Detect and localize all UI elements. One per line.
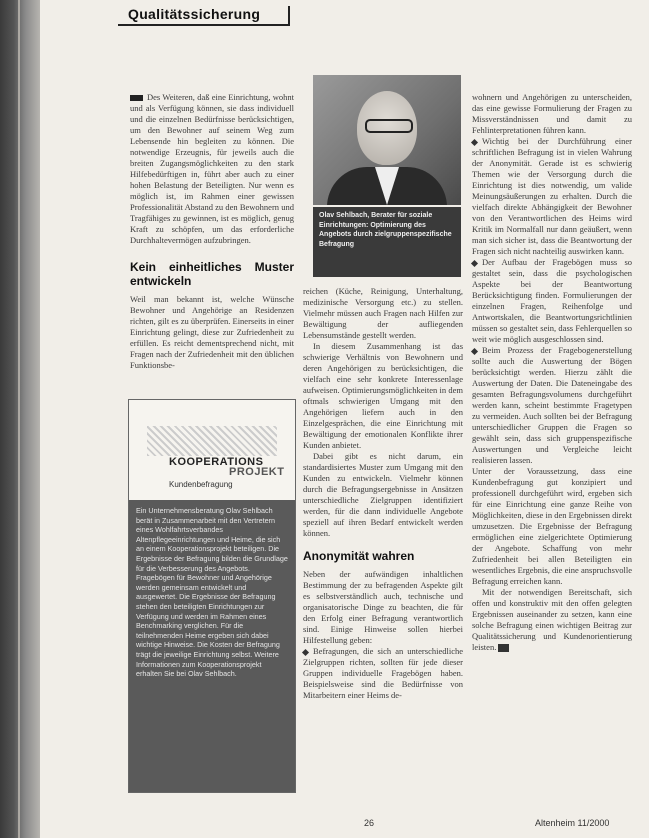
col3-paragraph-3: Mit der notwendigen Bereitschaft, sich offen und konstruktiv mit den offen gelegten Ergebnissen auseinander zu setzen, kann eine solche Befragung einen wichtigen Beitrag zur Qualitätssicherung und Kundenorientierung leisten. <box>472 587 632 652</box>
column-3 <box>472 92 632 653</box>
col2-bullet-1: Befragungen, die sich an unterschiedliche Zielgruppen richten, sollten für jede dieser Gruppen individuelle Fragebögen haben. Beispielsweise sind die Bedürfnisse von Mitarbeitern einer Heims de- <box>303 646 463 700</box>
journal-issue: Altenheim 11/2000 <box>535 818 610 828</box>
logo-line-2: PROJEKT <box>229 466 285 478</box>
diamond-bullet-icon <box>471 139 478 146</box>
col1-paragraph-1: Des Weiteren, daß eine Einrichtung, wohnt und als Verfügung können, sie dass individuell und die einzelnen Bedürfnisse berücksichtigen, um den Bewohner auf seinem Weg zum Lebensende hin begleiten zu können. Die notwendige Erzeugnis, für jeweils auch die breiten Zugangsmöglichkeiten zu den stark Hilfebedürftigen in, führt aber auch zu einer hohen Belastung der Beteiligten. Nur wenn es möglich ist, im Rahmen einer gewissen Professionalität Abstand zu den Bewohnern und Tragfähiges zu gewinnen, ist es möglich, genug Kraft zu schöpfen, um das erforderliche Durchhaltevermögen aufzubringen. <box>130 92 294 245</box>
col2-paragraph-1: reichen (Küche, Reinigung, Unterhaltung, medizinische Versorgung etc.) zu stellen. Vielmehr müssen auch Fragen nach Hilfen zur Bewältigung der aufliegenden Lebensumstände gestellt werden. <box>303 286 463 340</box>
col2-paragraph-3: Dabei gibt es nicht darum, ein standardisiertes Muster zum Umgang mit den Kunden zu entwickeln. Vielmehr können durch die Befragungsergebnisse in Ansätzen unterschiedliche Zielgruppen identifiziert werden, für die dann individuelle Angebote speziell auf ihren Bedarf entwickelt werden können. <box>303 451 463 538</box>
project-logo <box>129 400 295 500</box>
col3-paragraph-1: wohnern und Angehörigen zu unterscheiden, das eine gewisse Formulierung der Fragen zu Missverständnissen und damit zu Fehlinterpretationen führen kann. <box>472 92 632 135</box>
info-box-text: Ein Unternehmensberatung Olav Sehlbach berät in Zusammenarbeit mit den Vertretern eines Wohlfahrtsverbandes Altenpflegeeinrichtungen und Heime, die sich an einem Kooperationsprojekt beteiligen. Die Ergebnisse der Befragung bilden die Grundlage für die Verbesserung des Angebots. Fragebögen für Bewohner und Angehörige werden gemeinsam entwickelt und ausgewertet. Die Ergebnisse der Befragung stehen den beteiligten Einrichtungen zur Verfügung und werden im Rahmen eines Benchmarking verglichen. Für die teilnehmenden Heime ergeben sich dabei wichtige Hinweise. Die Kosten der Befragung trägt die jeweilige Einrichtung selbst. Weitere Informationen zum Kooperationsprojekt erhalten Sie bei Olav Sehlbach. <box>129 500 295 792</box>
glasses-icon <box>365 119 413 133</box>
page-number: 26 <box>364 818 375 828</box>
photo-caption: Olav Sehlbach, Berater für soziale Einrichtungen: Optimierung des Angebots durch zielgruppenspezifische Befragung <box>313 207 461 277</box>
column-2 <box>303 286 463 701</box>
col2-heading: Anonymität wahren <box>303 549 415 563</box>
portrait-photo <box>313 75 461 205</box>
diamond-bullet-icon <box>471 260 478 267</box>
paragraph-marker-icon <box>130 95 143 101</box>
info-box <box>128 399 296 793</box>
logo-subtitle: Kundenbefragung <box>169 480 233 489</box>
article-end-icon <box>498 644 509 652</box>
col1-paragraph-2: Weil man bekannt ist, welche Wünsche Bewohner und Angehörige an Residenzen richten, gilt es zu überprüfen. Einerseits in einer Einrichtung gelingt, diese zur Zufriedenheit zu erfüllen. Es reicht dementsprechend nicht, mit Fragen nach der Zufriedenheit mit den üblichen Funktionsbe- <box>130 294 294 370</box>
section-title: Qualitätssicherung <box>128 6 261 22</box>
col3-bullet-2: Der Aufbau der Fragebögen muss so gestaltet sein, dass die psychologischen Aspekte bei der Beantwortung Berücksichtigung finden. Formulierungen der einzelnen Fragen, Reihenfolge und Antwortskalen, die Beantwortungsrichtlinien müssen so gestaltet sein, dass Fehlerquellen so weit wie möglich ausgeschlossen sind. <box>472 257 632 344</box>
header-rule <box>288 6 290 24</box>
section-header <box>118 6 290 26</box>
column-1 <box>130 92 294 371</box>
col2-paragraph-2: In diesem Zusammenhang ist das schwierige Verhältnis von Bewohnern und deren Angehörigen zu berücksichtigen, die vielfach eine sehr konkrete Interessenlage aufweisen. Optimierungsmöglichkeiten in dem oftmals schwierigen Umgang mit den Angehörigen liefern auch in den Einzelgesprächen, die eine Einrichtung mit Bewältigung der emotionalen Konflikte ihrer Kunden anbietet. <box>303 341 463 450</box>
col2-paragraph-4: Neben der aufwändigen inhaltlichen Bestimmung der zu befragenden Aspekte gilt es selbstverständlich auch, technische und organisatorische Dinge zu beachten, die für den Erfolg einer Befragung verantwortlich sind. Einige Hinweise sollen hierbei Hilfestellung geben: <box>303 569 463 645</box>
col1-heading: Kein einheitliches Muster entwickeln <box>130 260 294 288</box>
col3-bullet-1: Wichtig bei der Durchführung einer schriftlichen Befragung ist in vielen Wahrung der Anonymität. Gerade ist es schwierig Themen wie der Versorgung durch die Einrichtung ist dies notwendig, um valide Meinungsäußerungen zu erhalten. Durch die vielfach direkte Abhängigkeit der Bewohner von den Verantwortlichen des Heims wird Kritik im Normalfall nur dann geäußert, wenn man sich sicher ist, dass die Beantwortung der Fragen sich nicht nachteilig auswirken kann. <box>472 136 632 256</box>
diamond-bullet-icon <box>471 348 478 355</box>
logo-line-1: KOOPERATIONS <box>169 456 264 468</box>
col3-paragraph-2: Unter der Voraussetzung, dass eine Kundenbefragung gut konzipiert und professionell durchgeführt wird, ergeben sich für eine Einrichtung eine ganze Reihe von Möglichkeiten, diese in den Ergebnissen direkt umzusetzen. Die Ergebnisse der Befragung ermöglichen eine zielgerichtete Optimierung der Angebote. Schaffung von mehr Zufriedenheit bei allen Beteiligten ein wesentliches Ergebnis, die eine anspruchsvolle Befragung erreichen kann. <box>472 466 632 586</box>
logo-band <box>147 426 277 456</box>
diamond-bullet-icon <box>302 649 309 656</box>
col3-bullet-3: Beim Prozess der Fragebogenerstellung sollte auch die Auswertung der Bögen berücksichtigt werden. Hierzu zählt die Auswertung der Daten. Die Dateneingabe des gesamten Befragungsvolumens durchgeführt werden kann, scheint bestimmte Fragetypen zu vermeiden. Auch sollten bei der Befragung unterschiedlicher Gruppen die Fragen so gewählt sein, dass sich gruppenspezifische Auswertungen und Vergleiche leicht realisieren lassen. <box>472 345 632 465</box>
